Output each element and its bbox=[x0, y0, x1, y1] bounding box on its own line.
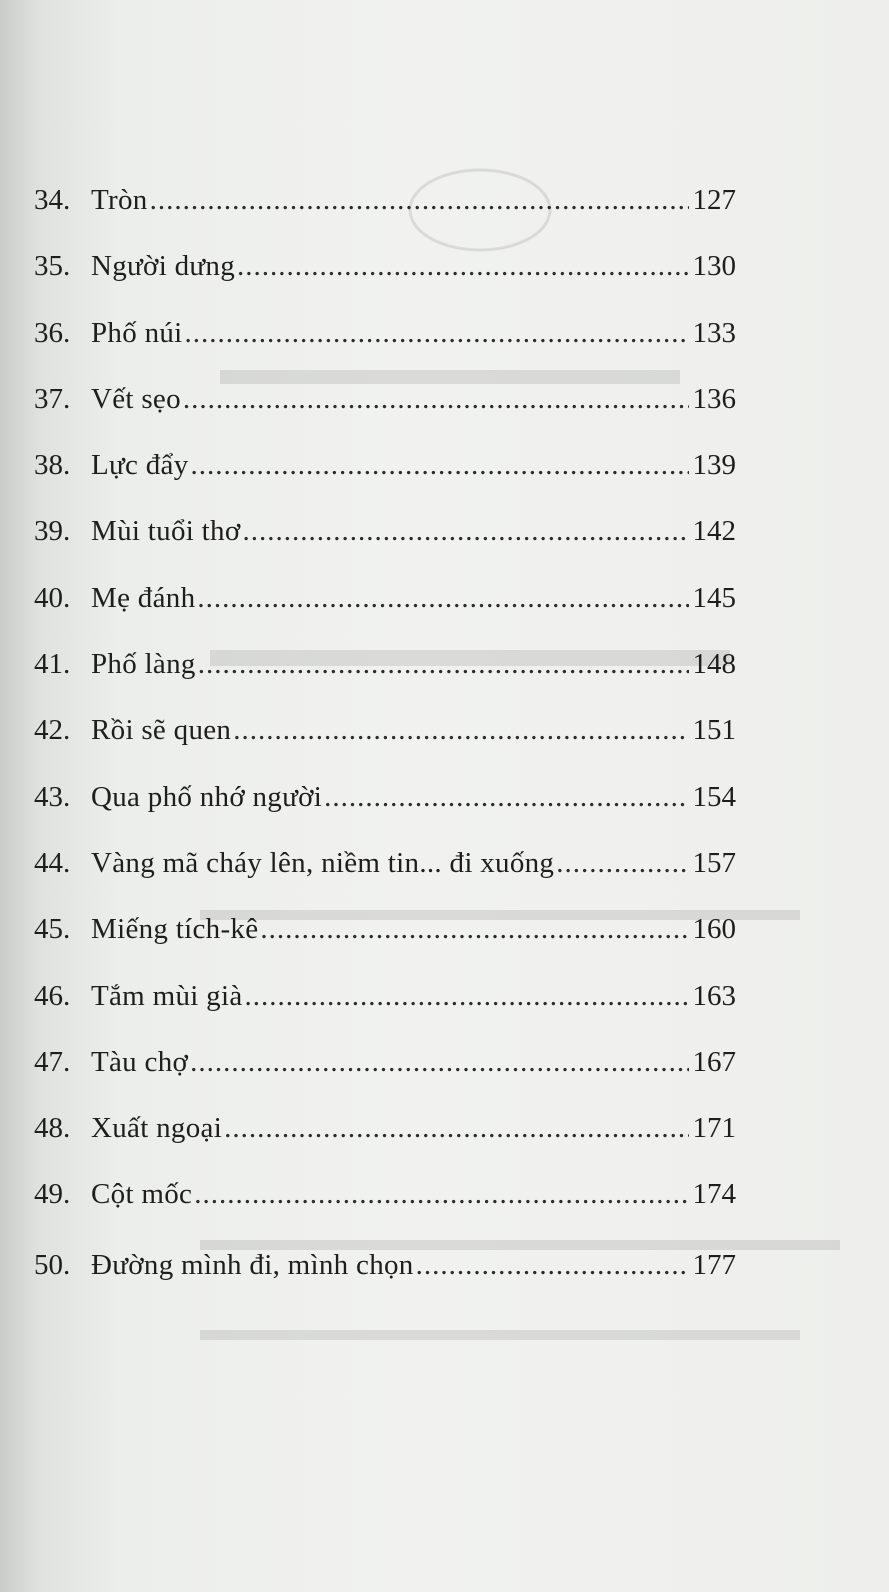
dot-leader bbox=[324, 777, 688, 817]
toc-entry bbox=[34, 909, 736, 975]
toc-number: 37. bbox=[34, 382, 71, 415]
toc-page-number: 157 bbox=[692, 846, 736, 879]
toc-page-number: 154 bbox=[692, 780, 736, 813]
toc-entry bbox=[34, 1174, 736, 1240]
toc-number: 40. bbox=[34, 581, 71, 614]
toc-number: 45. bbox=[34, 913, 71, 946]
toc-page-number: 177 bbox=[692, 1248, 736, 1281]
toc-entry bbox=[34, 976, 736, 1042]
toc-entry bbox=[34, 1108, 736, 1174]
toc-number: 39. bbox=[34, 515, 71, 548]
dot-leader bbox=[233, 710, 688, 750]
toc-page-number: 130 bbox=[692, 250, 736, 283]
toc-number: 42. bbox=[34, 714, 71, 747]
toc-number: 47. bbox=[34, 1045, 71, 1078]
toc-page-number: 163 bbox=[692, 979, 736, 1012]
toc-title: Qua phố nhớ người bbox=[91, 780, 323, 813]
toc-entry bbox=[34, 644, 736, 710]
dot-leader bbox=[245, 976, 689, 1016]
toc-number: 44. bbox=[34, 846, 71, 879]
toc-entry bbox=[34, 777, 736, 843]
toc-page-number: 145 bbox=[692, 581, 736, 614]
toc-number: 49. bbox=[34, 1178, 71, 1211]
toc-entry bbox=[34, 180, 736, 246]
toc-entry bbox=[34, 511, 736, 577]
toc-page-number: 160 bbox=[692, 913, 736, 946]
dot-leader bbox=[237, 246, 688, 286]
dot-leader bbox=[183, 379, 689, 419]
dot-leader bbox=[185, 313, 689, 353]
toc-title: Người dưng bbox=[91, 250, 236, 283]
dot-leader bbox=[191, 445, 689, 485]
toc-title: Miếng tích-kê bbox=[91, 913, 259, 946]
toc-entry bbox=[34, 445, 736, 511]
toc-entry bbox=[34, 1245, 736, 1311]
toc-title: Vàng mã cháy lên, niềm tin... đi xuống bbox=[91, 846, 555, 879]
toc-title: Rồi sẽ quen bbox=[91, 714, 232, 747]
toc-page-number: 142 bbox=[692, 515, 736, 548]
toc-entry bbox=[34, 313, 736, 379]
dot-leader bbox=[416, 1245, 689, 1285]
dot-leader bbox=[198, 644, 689, 684]
toc-entry bbox=[34, 710, 736, 776]
toc-title: Xuất ngoại bbox=[91, 1112, 223, 1145]
toc-title: Vết sẹo bbox=[91, 382, 181, 415]
toc-entry bbox=[34, 246, 736, 312]
toc-number: 43. bbox=[34, 780, 71, 813]
dot-leader bbox=[150, 180, 689, 220]
toc-title: Lực đẩy bbox=[91, 449, 189, 482]
toc-number: 36. bbox=[34, 316, 71, 349]
toc-title: Tròn bbox=[91, 184, 148, 216]
toc-entry bbox=[34, 843, 736, 909]
dot-leader bbox=[194, 1174, 688, 1214]
dot-leader bbox=[556, 843, 688, 883]
toc-page-number: 127 bbox=[692, 184, 736, 216]
dot-leader bbox=[242, 511, 688, 551]
dot-leader bbox=[190, 1042, 688, 1082]
table-of-contents bbox=[34, 180, 736, 1311]
toc-number: 48. bbox=[34, 1112, 71, 1145]
toc-title: Mẹ đánh bbox=[91, 581, 196, 614]
toc-title: Tắm mùi già bbox=[91, 979, 243, 1012]
toc-page-number: 171 bbox=[692, 1112, 736, 1145]
toc-title: Cột mốc bbox=[91, 1178, 193, 1211]
toc-page-number: 139 bbox=[692, 449, 736, 482]
toc-title: Đường mình đi, mình chọn bbox=[91, 1248, 414, 1281]
toc-number: 34. bbox=[34, 184, 71, 216]
toc-page-number: 151 bbox=[692, 714, 736, 747]
toc-title: Phố làng bbox=[91, 648, 196, 681]
toc-entry bbox=[34, 578, 736, 644]
toc-entry bbox=[34, 1042, 736, 1108]
toc-title: Phố núi bbox=[91, 316, 183, 349]
toc-page-number: 174 bbox=[692, 1178, 736, 1211]
toc-page-number: 167 bbox=[692, 1045, 736, 1078]
toc-number: 41. bbox=[34, 648, 71, 681]
toc-number: 38. bbox=[34, 449, 71, 482]
toc-number: 46. bbox=[34, 979, 71, 1012]
toc-number: 35. bbox=[34, 250, 71, 283]
dot-leader bbox=[260, 909, 688, 949]
dot-leader bbox=[197, 578, 688, 618]
toc-page-number: 133 bbox=[692, 316, 736, 349]
toc-title: Tàu chợ bbox=[91, 1045, 189, 1078]
dot-leader bbox=[224, 1108, 688, 1148]
toc-title: Mùi tuổi thơ bbox=[91, 515, 241, 548]
toc-entry bbox=[34, 379, 736, 445]
toc-page-number: 136 bbox=[692, 382, 736, 415]
toc-number: 50. bbox=[34, 1248, 71, 1281]
toc-page-number: 148 bbox=[692, 648, 736, 681]
